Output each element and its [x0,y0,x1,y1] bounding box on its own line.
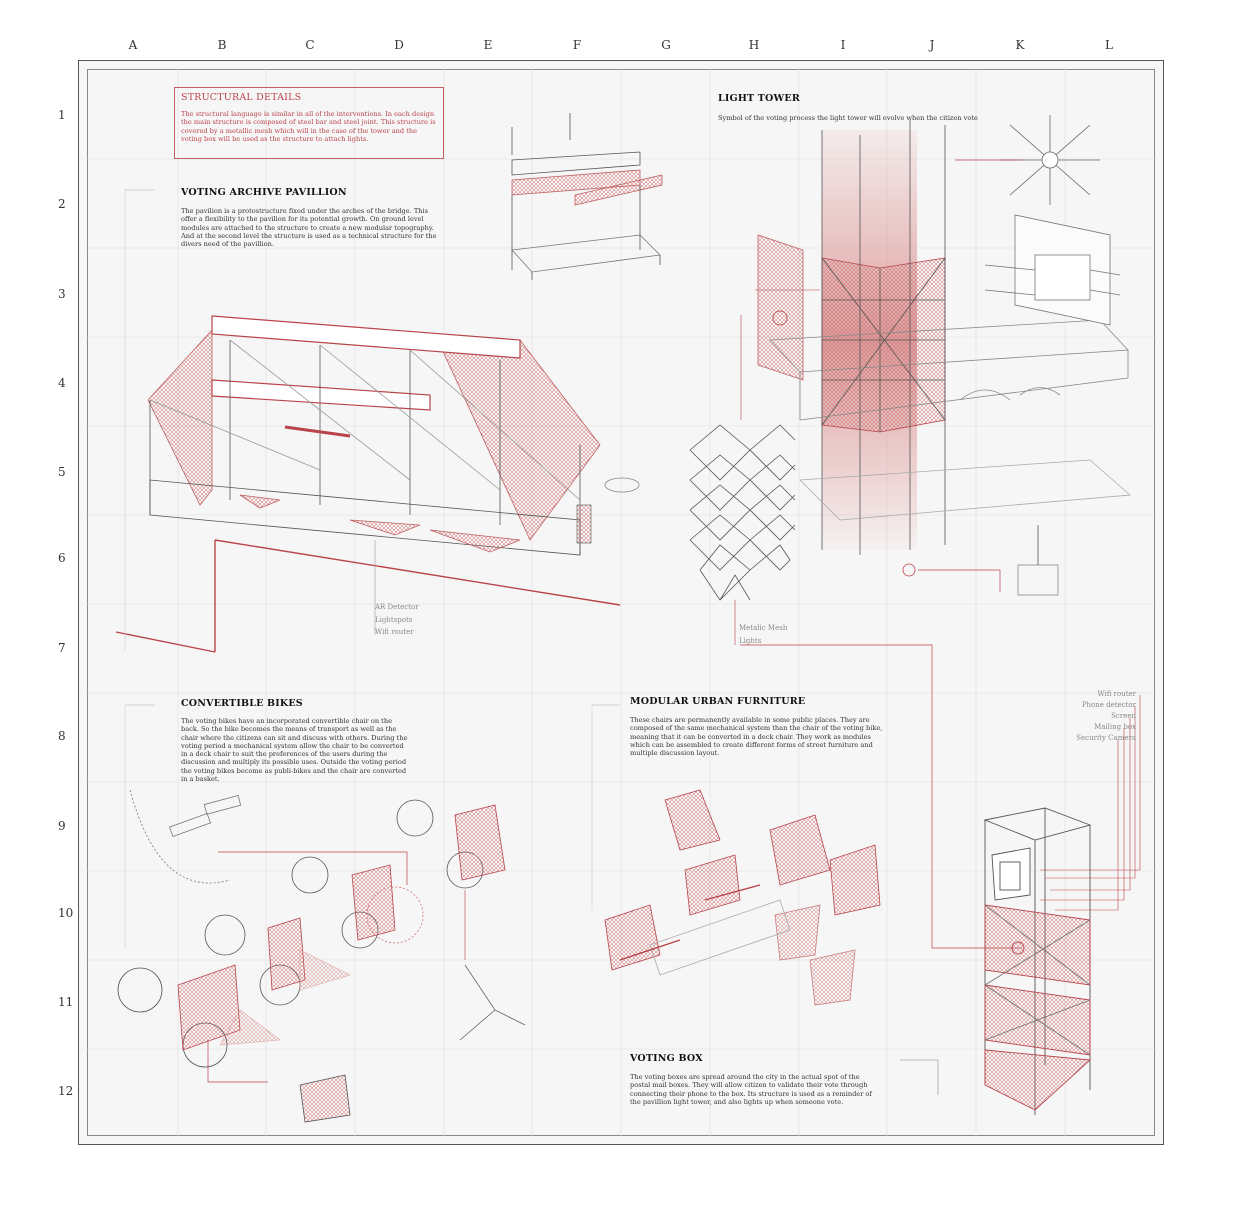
light-tower-drawing [690,115,1130,948]
row-label-4: 4 [58,376,66,390]
column-label-e: E [483,38,493,52]
joint-detail [460,965,525,1040]
metalic-mesh-label: Metalic Mesh [739,624,788,632]
row-label-6: 6 [58,551,66,565]
light-tower-text: Symbol of the voting process the light tower will evolve when the citizen vote [718,114,978,122]
light-tower-labels [739,622,787,647]
voting-archive-text: The pavilion is a protostructure fixed under the arches of the bridge. This offer a flexibility to the pavilion for its potential growth. On ground level modules are attached to the structure to create a new modular topography. And at the second level the structure is used as a technical structure for the divers need of the pavillion. [181,207,437,249]
row-label-1: 1 [58,108,66,122]
column-label-l: L [1105,38,1113,52]
column-label-g: G [661,38,671,52]
exploded-module [512,113,662,280]
bike-1 [118,965,280,1067]
modular-furniture-title: MODULAR URBAN FURNITURE [630,696,806,707]
column-label-f: F [572,38,582,52]
security-camera-label: Security Camera [1076,734,1136,742]
mailing-box-label: Mailing box [1094,723,1136,731]
lights-label: Lights [739,636,762,645]
grid-mesh-detail [300,1075,350,1122]
column-label-h: H [748,38,760,52]
column-label-j: J [929,38,935,52]
metallic-mesh-sample [690,425,795,600]
mechanism-detail [130,790,241,883]
voting-box-text: The voting boxes are spread around the city in the actual spot of the postal mail boxes. They will allow citizen to validate their vote through connecting their phone to the box. Its structure is used as a reminder of the pavillion light tower, and also lights up when someone vote. [630,1073,872,1106]
pavilion-labels [375,601,419,639]
column-label-a: A [128,38,138,52]
wifi-router-box-label: Wifi router [1097,690,1136,698]
joint-plate [985,215,1120,325]
screen-label: Screen [1111,712,1136,720]
voting-box-labels [1040,689,1136,744]
phone-detector-label: Phone detector [1081,701,1136,709]
column-label-c: C [305,38,315,52]
light-tower-title: LIGHT TOWER [718,93,800,104]
column-label-d: D [394,38,404,52]
structural-details-title: STRUCTURAL DETAILS [181,92,302,103]
ar-detector-label: AR Detector [375,603,419,611]
modular-furniture-text: These chairs are permanently available in some public places. They are composed of the same mechanical system than the chair of the voting bike, meaning that it can be converted in a deck chair. They work as modules which can be assembled to create different forms of street furniture and multiple discussion layout. [630,716,883,758]
convertible-bikes-title: CONVERTIBLE BIKES [181,698,303,709]
voting-archive-title: VOTING ARCHIVE PAVILLION [181,187,347,198]
wifi-router-label: Wifi router [375,628,414,636]
row-label-7: 7 [58,641,66,655]
column-label-i: I [840,38,846,52]
row-label-2: 2 [58,197,66,211]
column-label-k: K [1015,38,1025,52]
bike-4 [397,800,505,888]
structural-details-text: The structural language is similar in all of the interventions. In each design the main structure is composed of steel bar and steel joint. This structure is covered by a metallic mesh which will in the case of the tower and the voting box will be used as the structure to attach lights. [181,110,436,143]
convertible-bikes-text: The voting bikes have an incorporated convertible chair on the back. So the bike becomes the means of transport as well as the chair where the citizens can sit and discuss with others. During the voting period a mechanical system allow the chair to be converted in a deck chair to suit the preferences of the users during the discussion and multiply its possible uses. Outside the voting period the voting bikes become as publi-bikes and the chair are converted in a basket. [181,717,408,784]
row-label-3: 3 [58,287,66,301]
column-label-b: B [217,38,227,52]
row-label-5: 5 [58,465,66,479]
row-label-9: 9 [58,819,66,833]
row-label-8: 8 [58,729,66,743]
lightspots-label: Lightspots [375,615,413,624]
pavilion-drawing [116,190,639,652]
row-label-11: 11 [58,995,74,1009]
bike-3 [292,857,423,948]
row-label-12: 12 [58,1084,74,1098]
row-label-10: 10 [58,906,74,920]
voting-box-title: VOTING BOX [630,1053,703,1064]
voting-box-drawing [900,695,1140,1115]
